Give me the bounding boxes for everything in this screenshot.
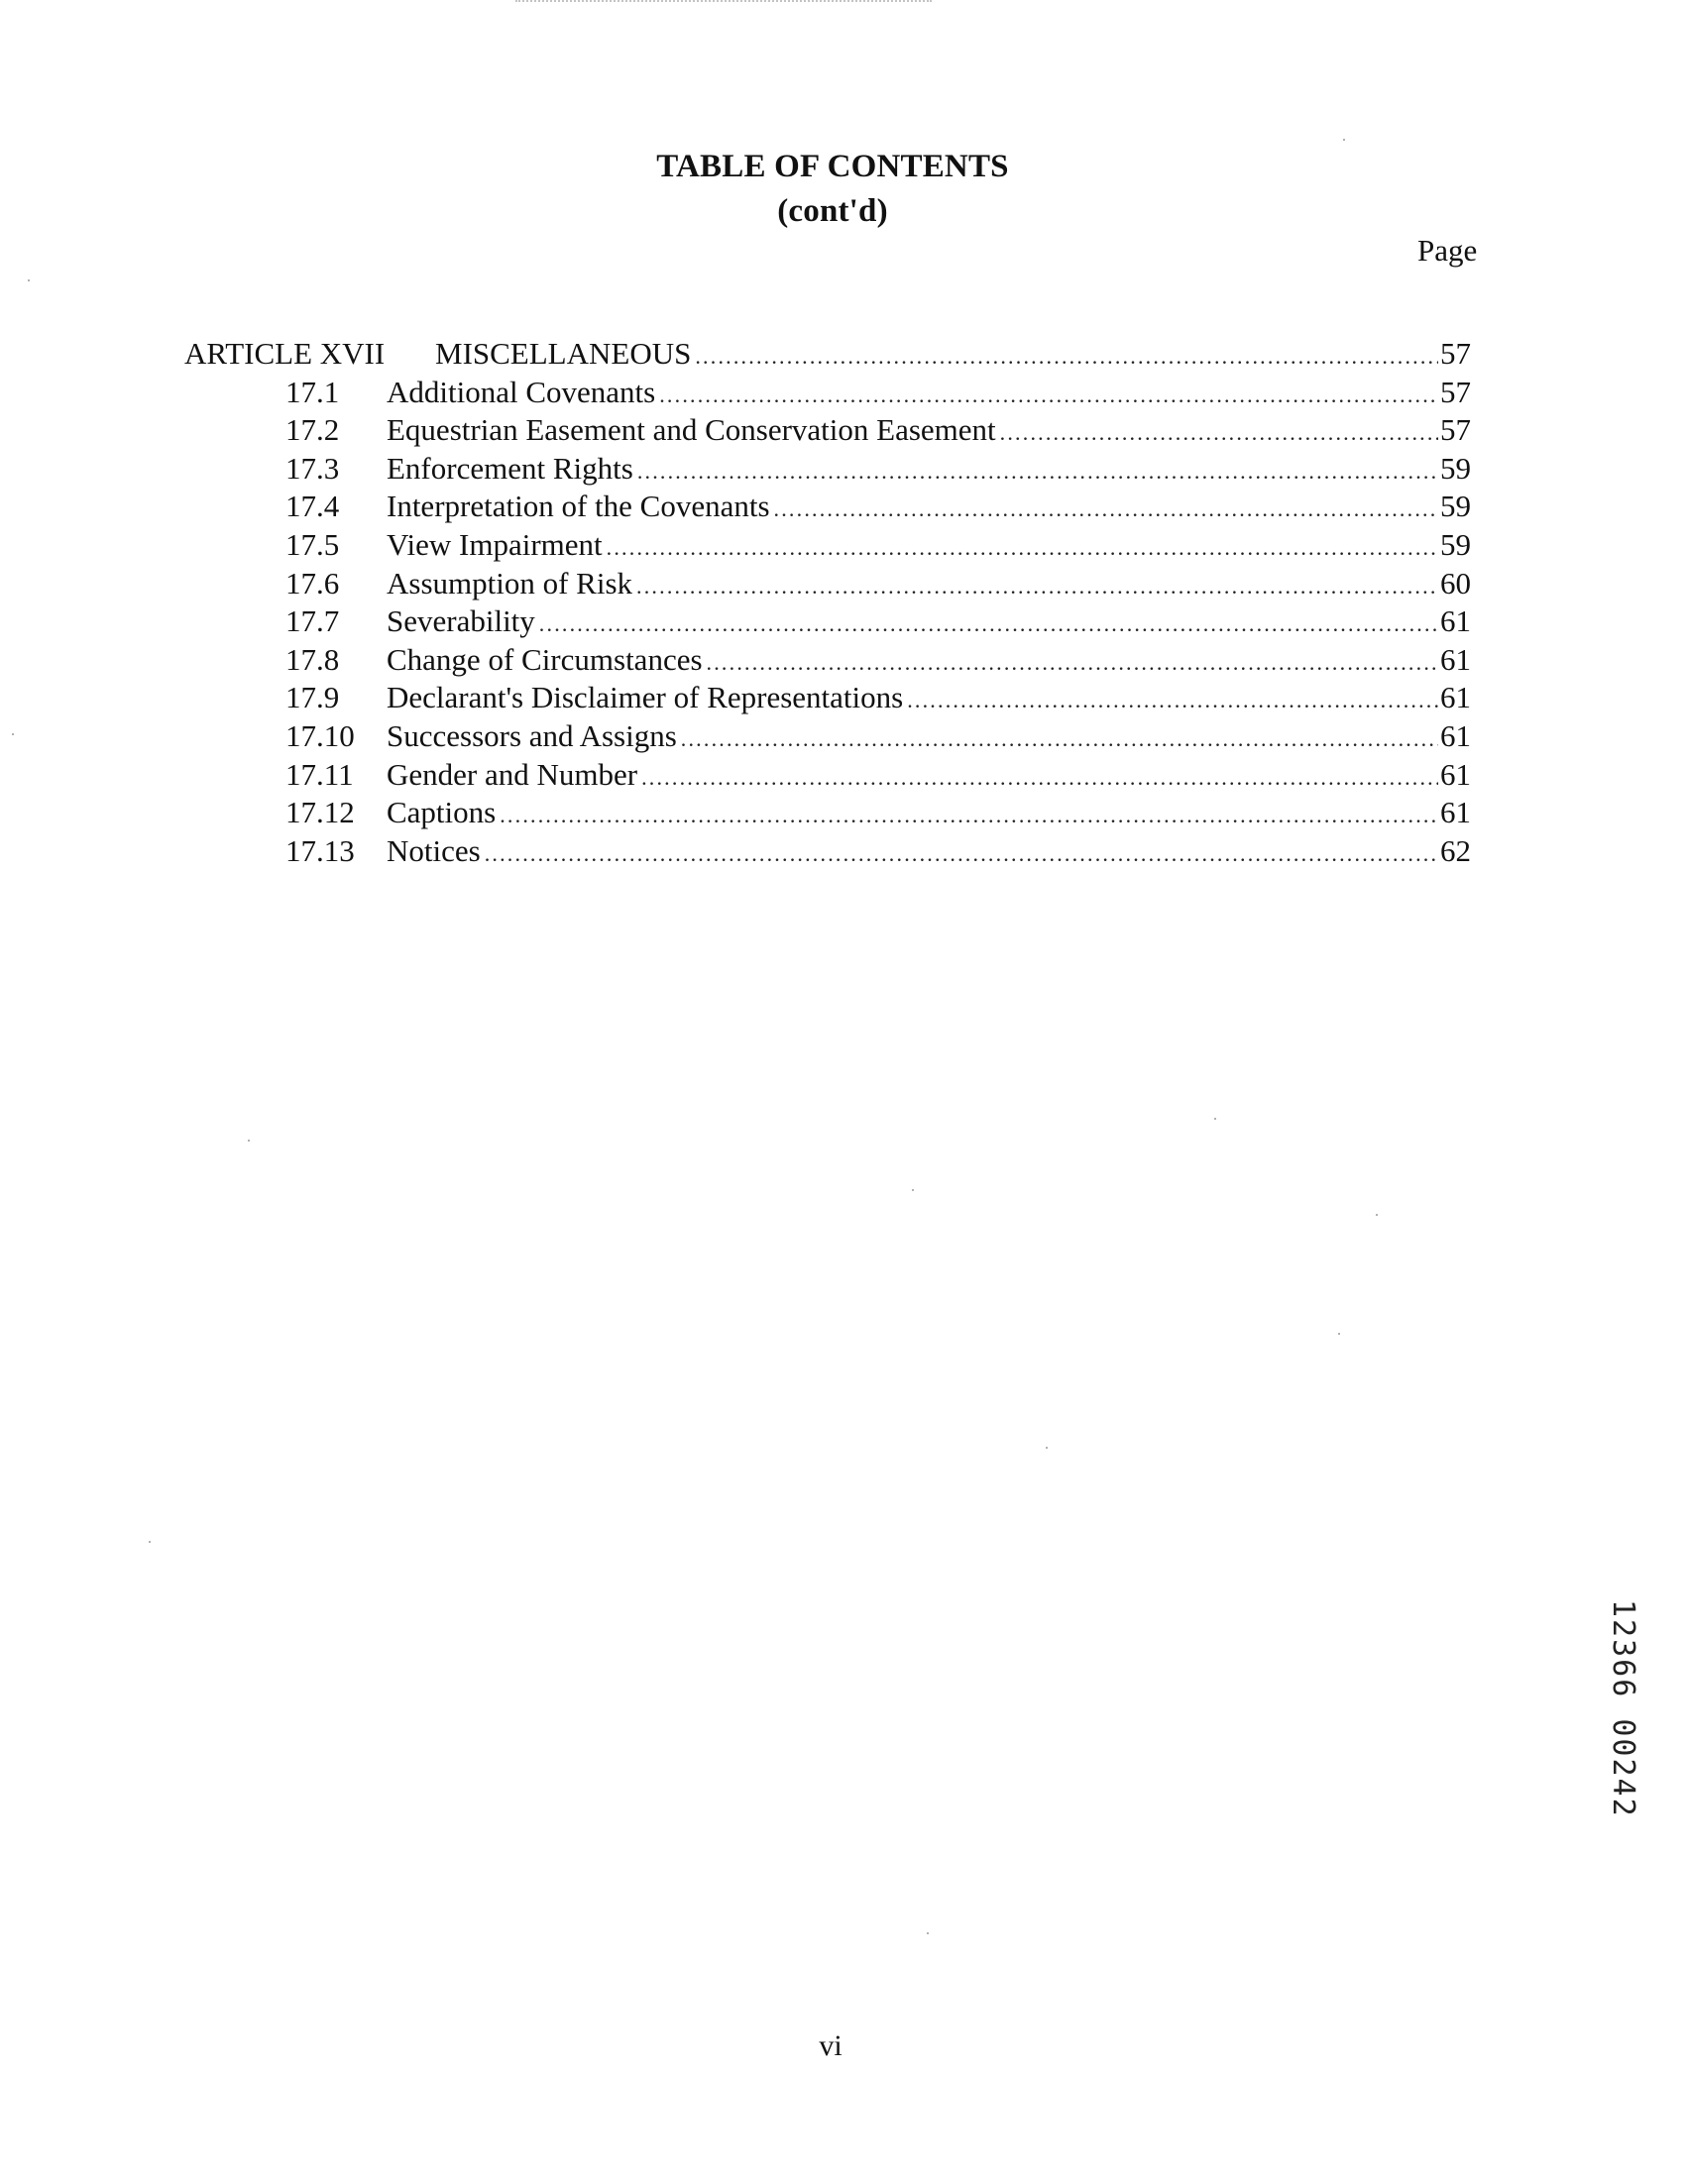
scan-speck <box>1338 1333 1340 1335</box>
toc-number: ARTICLE XVII <box>184 336 386 371</box>
document-stamp <box>1606 1599 1653 1887</box>
toc-leader <box>707 644 1438 683</box>
toc-leader <box>539 605 1438 644</box>
scan-speck <box>28 279 30 281</box>
toc-leader <box>695 338 1438 377</box>
toc-label: Enforcement Rights <box>387 450 633 486</box>
toc-leader <box>607 529 1438 568</box>
toc-row <box>184 411 1471 450</box>
toc-page: 61 <box>1440 680 1471 715</box>
toc-leader <box>485 835 1438 874</box>
toc-row <box>184 602 1471 641</box>
toc-page: 57 <box>1440 412 1471 448</box>
toc-page: 57 <box>1440 336 1471 371</box>
toc-label: Notices <box>387 832 481 868</box>
toc-number: 17.5 <box>285 526 340 562</box>
toc-number: 17.9 <box>285 680 340 715</box>
toc-page: 60 <box>1440 565 1471 601</box>
toc-page: 61 <box>1440 641 1471 677</box>
toc-leader <box>907 682 1438 720</box>
toc-page: 61 <box>1440 795 1471 830</box>
toc-label: Equestrian Easement and Conservation Easement <box>387 412 996 448</box>
toc-number: 17.11 <box>285 756 354 792</box>
page-number: vi <box>819 2029 843 2062</box>
page-title: TABLE OF CONTENTS <box>656 149 1009 184</box>
toc-label: Assumption of Risk <box>387 565 633 601</box>
toc-leader <box>659 377 1438 415</box>
toc-page: 59 <box>1440 526 1471 562</box>
toc-page: 59 <box>1440 489 1471 524</box>
toc-label: Captions <box>387 795 497 830</box>
toc-row <box>184 450 1471 489</box>
toc-leader <box>637 453 1438 491</box>
toc-number: 17.10 <box>285 717 355 753</box>
toc-number: 17.12 <box>285 795 355 830</box>
toc-leader <box>681 720 1438 759</box>
toc-row <box>184 335 1471 374</box>
toc-page: 59 <box>1440 450 1471 486</box>
toc-label: Gender and Number <box>387 756 638 792</box>
scan-speck <box>1376 1214 1378 1216</box>
toc-row <box>184 526 1471 565</box>
scan-speck <box>149 1541 151 1543</box>
toc-number: 17.2 <box>285 412 340 448</box>
toc-row <box>184 565 1471 603</box>
toc-label: View Impairment <box>387 526 603 562</box>
toc-row <box>184 717 1471 756</box>
toc-label: Declarant's Disclaimer of Representations <box>387 680 904 715</box>
page-subtitle: (cont'd) <box>777 193 888 229</box>
toc-number: 17.6 <box>285 565 340 601</box>
toc-leader <box>636 568 1438 606</box>
toc-row <box>184 679 1471 717</box>
stamp-text: 12366 00242 <box>1606 1599 1640 1818</box>
scan-speck <box>12 733 14 735</box>
toc-leader <box>1000 414 1438 453</box>
scan-speck <box>1046 1447 1048 1449</box>
scan-artifact <box>515 0 932 8</box>
scan-speck <box>1214 1118 1216 1120</box>
toc-page: 62 <box>1440 832 1471 868</box>
toc-row <box>184 374 1471 412</box>
toc-page: 57 <box>1440 374 1471 409</box>
toc-row <box>184 794 1471 832</box>
toc-leader <box>774 491 1438 529</box>
toc-page: 61 <box>1440 717 1471 753</box>
toc-row <box>184 641 1471 680</box>
toc-label: Successors and Assigns <box>387 717 677 753</box>
toc-number: 17.13 <box>285 832 355 868</box>
toc-leader <box>641 759 1438 798</box>
toc-label: Additional Covenants <box>387 374 656 409</box>
toc-row <box>184 832 1471 871</box>
toc-label: Interpretation of the Covenants <box>387 489 770 524</box>
toc-list <box>184 335 1471 870</box>
toc-leader <box>500 797 1438 835</box>
toc-number: 17.3 <box>285 450 340 486</box>
scan-speck <box>912 1189 914 1191</box>
toc-page: 61 <box>1440 603 1471 639</box>
toc-number: 17.4 <box>285 489 340 524</box>
toc-label: MISCELLANEOUS <box>435 336 692 371</box>
toc-label: Change of Circumstances <box>387 641 703 677</box>
toc-number: 17.8 <box>285 641 340 677</box>
scan-speck <box>927 1932 929 1934</box>
scan-speck <box>248 1140 250 1142</box>
toc-label: Severability <box>387 603 535 639</box>
toc-row <box>184 488 1471 526</box>
scan-speck <box>1343 139 1345 141</box>
toc-number: 17.7 <box>285 603 340 639</box>
page-column-label: Page <box>1417 233 1478 268</box>
toc-row <box>184 756 1471 795</box>
toc-number: 17.1 <box>285 374 340 409</box>
toc-page: 61 <box>1440 756 1471 792</box>
